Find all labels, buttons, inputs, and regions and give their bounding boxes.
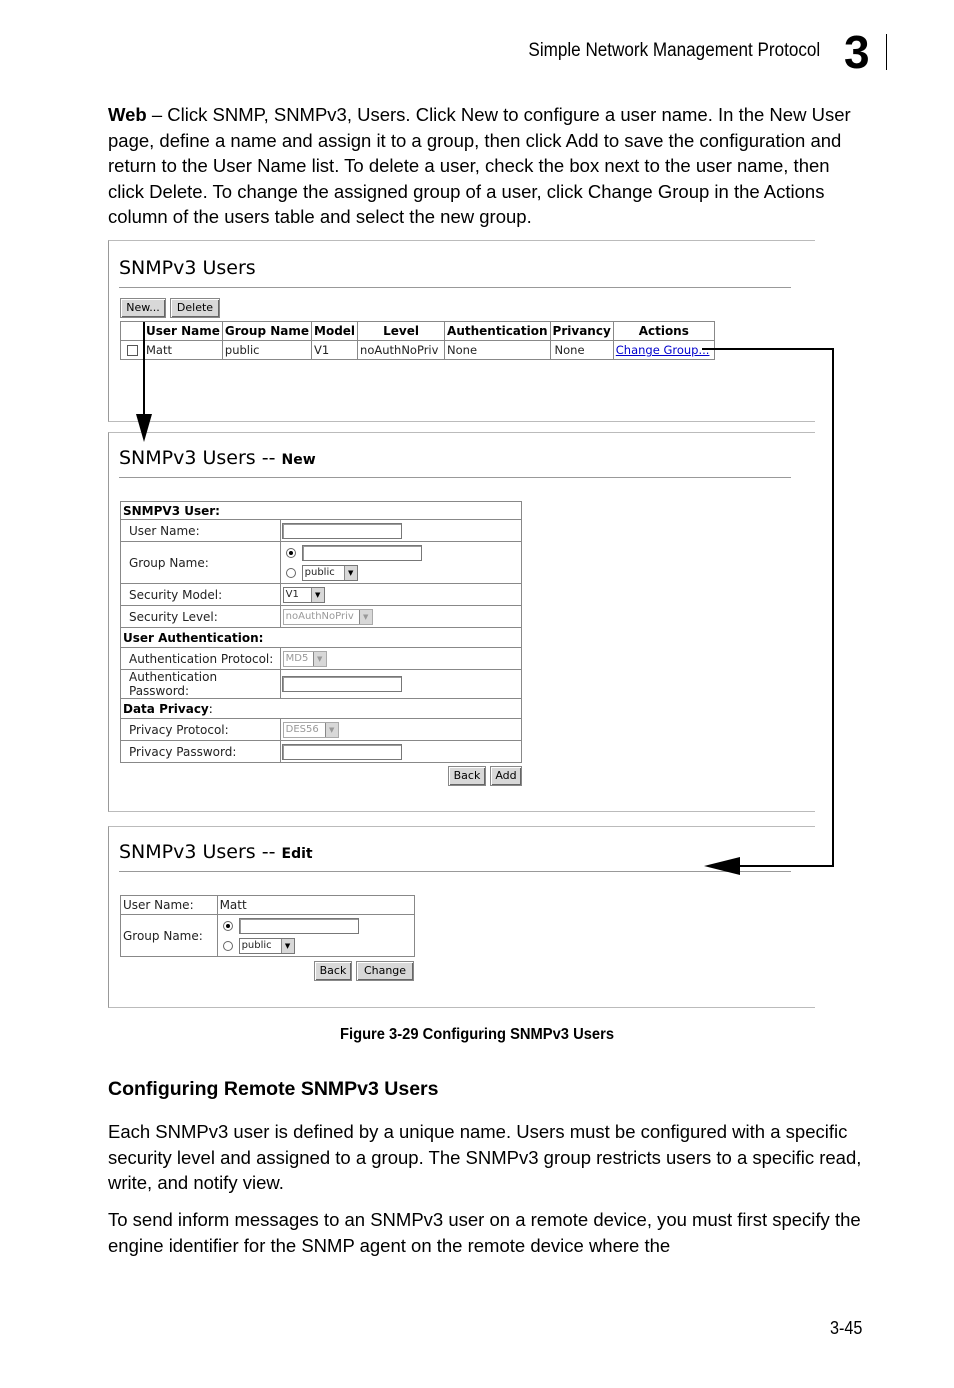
back-button[interactable]: Back (448, 766, 486, 786)
dropdown-arrow-icon: ▼ (359, 610, 372, 624)
cell-privacy: None (550, 341, 613, 360)
delete-button[interactable]: Delete (170, 298, 220, 318)
privacy-password-label: Privacy Password: (121, 741, 281, 763)
col-model: Model (312, 322, 358, 341)
group-name-label: Group Name: (121, 542, 281, 584)
data-privacy-colon: : (208, 701, 213, 716)
security-model-value: V1 (285, 588, 299, 600)
cell-group: public (222, 341, 311, 360)
new-panel-title-main: SNMPv3 Users -- (119, 447, 276, 469)
security-level-value: noAuthNoPriv (285, 610, 354, 622)
privacy-protocol-label: Privacy Protocol: (121, 719, 281, 741)
edit-group-name-label: Group Name: (121, 915, 218, 957)
arrow-new-to-form (136, 322, 152, 442)
new-panel-title-sub: New (281, 452, 316, 468)
cell-auth: None (445, 341, 551, 360)
dropdown-arrow-icon: ▼ (281, 939, 294, 953)
body-paragraph-2: To send inform messages to an SNMPv3 user on a remote device, you must first specify the engine identifier for the SNMP agent on the remote device where the (108, 1209, 861, 1256)
section-user-authentication: User Authentication: (121, 628, 522, 648)
col-user-name: User Name (144, 322, 223, 341)
auth-protocol-label: Authentication Protocol: (121, 648, 281, 670)
dropdown-arrow-icon: ▼ (344, 566, 357, 580)
col-group-name: Group Name (222, 322, 311, 341)
change-group-link[interactable]: Change Group... (615, 343, 710, 357)
cell-user: Matt (144, 341, 223, 360)
edit-group-select-value: public (241, 940, 272, 951)
users-panel-title: SNMPv3 Users (119, 257, 256, 279)
col-actions: Actions (613, 322, 714, 341)
cell-level: noAuthNoPriv (358, 341, 445, 360)
group-select-value: public (304, 567, 335, 578)
figure-caption: Figure 3-29 Configuring SNMPv3 Users (339, 1026, 615, 1043)
edit-panel-title-main: SNMPv3 Users -- (119, 841, 276, 863)
new-button[interactable]: New... (120, 298, 166, 318)
privacy-protocol-value: DES56 (285, 723, 319, 735)
body-paragraph-1: Each SNMPv3 user is defined by a unique name. Users must be configured with a specific security level and assigned to a group. The SNMPv3 group restricts users to a specific read, write, and notify view. (108, 1121, 862, 1193)
section-snmpv3-user: SNMPV3 User: (121, 502, 522, 520)
section-heading: Configuring Remote SNMPv3 Users (108, 1078, 439, 1100)
dropdown-arrow-icon: ▼ (325, 723, 338, 737)
edit-back-button[interactable]: Back (314, 961, 352, 981)
intro-text: – Click SNMP, SNMPv3, Users. Click New to configure a user name. In the New User page, define a name and assign it to a group, then click Add to save the configuration and return to the User Name list. To delete a user, check the box next to the user name, then click Delete. To change the assigned group of a user, click Change Group in the Actions column of the users table and select the new group. (108, 104, 851, 227)
auth-protocol-value: MD5 (285, 652, 309, 664)
chapter-number: 3 (844, 26, 870, 78)
auth-password-label: Authentication Password: (121, 670, 281, 699)
data-privacy-heading: Data Privacy (123, 701, 209, 716)
intro-lead: Web (108, 104, 147, 125)
change-button[interactable]: Change (356, 961, 414, 981)
edit-user-name-label: User Name: (121, 896, 218, 915)
running-header: Simple Network Management Protocol (528, 40, 820, 61)
cell-model: V1 (312, 341, 358, 360)
col-authentication: Authentication (445, 322, 551, 341)
add-button[interactable]: Add (490, 766, 522, 786)
col-level: Level (358, 322, 445, 341)
col-privacy: Privancy (550, 322, 613, 341)
edit-user-name-value: Matt (217, 896, 414, 915)
user-name-label: User Name: (121, 520, 281, 542)
arrow-change-group-to-edit (702, 349, 833, 875)
page-number: 3-45 (830, 1318, 863, 1338)
dropdown-arrow-icon: ▼ (311, 588, 324, 602)
security-model-label: Security Model: (121, 584, 281, 606)
edit-panel-title-sub: Edit (281, 846, 313, 862)
security-level-label: Security Level: (121, 606, 281, 628)
dropdown-arrow-icon: ▼ (313, 652, 326, 666)
